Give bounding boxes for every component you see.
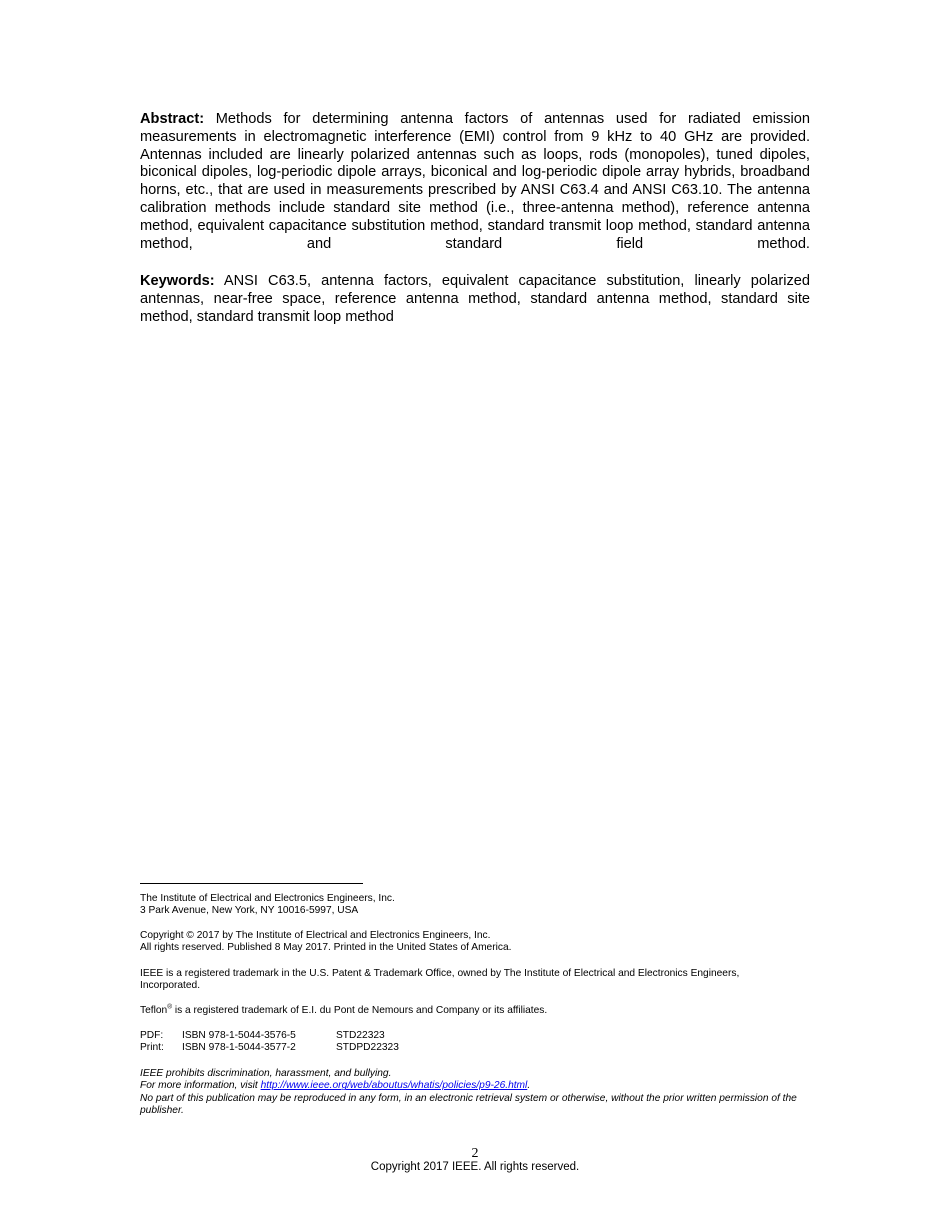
more-info-suffix: . — [527, 1080, 531, 1092]
abstract-text: Methods for determining antenna factors of antennas used for radiated emission measurements in electromagnetic interference (EMI) control from 9 kHz to 40 GHz are provided. Antennas included are linearly polarized antennas such as loops, rods (monopoles), tuned dipoles, biconical dipoles, log-periodic dipole arrays, biconical and log-periodic dipole array hybrids, broadband horns, etc., that are used in measurements prescribed by ANSI C63.4 and ANSI C63.10. The antenna calibration methods include standard site method (i.e., three-antenna method), reference antenna method, equivalent capacitance substitution method, standard transmit loop method, standard antenna method, and standard field method. — [140, 111, 810, 252]
footnote-divider — [140, 883, 363, 884]
isbn-row-print — [140, 1042, 820, 1054]
isbn-format-label: PDF: — [140, 1030, 164, 1041]
isbn-code: STD22323 — [336, 1030, 385, 1041]
keywords-text: ANSI C63.5, antenna factors, equivalent capacitance substitution, linearly polarized antennas, near-free space, reference antenna method, standard antenna method, standard site method, standard transmit loop method — [140, 273, 810, 325]
ieee-trademark-notice: IEEE is a registered trademark in the U.S. Patent & Trademark Office, owned by The Institute of Electrical and Electronics Engineers, Incorporated. — [140, 968, 740, 992]
publisher-street: 3 Park Avenue, New York, NY 10016-5997, USA — [140, 905, 359, 917]
abstract-paragraph — [140, 111, 810, 253]
isbn-number: ISBN 978-1-5044-3577-2 — [182, 1042, 296, 1054]
policy-notice — [140, 1068, 812, 1118]
teflon-text: is a registered trademark of E.I. du Pont de Nemours and Company or its affiliates. — [171, 1005, 548, 1016]
copyright-line: Copyright © 2017 by The Institute of Electrical and Electronics Engineers, Inc. — [140, 930, 491, 941]
copyright-notice — [140, 930, 820, 955]
publisher-address — [140, 893, 820, 918]
registered-mark: ® — [167, 1003, 172, 1011]
discrimination-notice: IEEE prohibits discrimination, harassment, and bullying. — [140, 1068, 392, 1079]
teflon-name: Teflon — [140, 1005, 168, 1016]
isbn-code: STDPD22323 — [336, 1042, 399, 1054]
page-footer-copyright: Copyright 2017 IEEE. All rights reserved. — [370, 1161, 580, 1173]
teflon-trademark-notice — [140, 1005, 820, 1017]
isbn-number: ISBN 978-1-5044-3576-5 — [182, 1030, 296, 1041]
publisher-name: The Institute of Electrical and Electronics Engineers, Inc. — [140, 893, 395, 904]
isbn-row-pdf — [140, 1030, 820, 1042]
keywords-label: Keywords: — [140, 273, 215, 289]
policy-link[interactable]: http://www.ieee.org/web/aboutus/whatis/policies/p9-26.html — [260, 1080, 528, 1092]
rights-line: All rights reserved. Published 8 May 2017. Printed in the United States of America. — [140, 942, 512, 954]
reproduction-notice: No part of this publication may be reproduced in any form, in an electronic retrieval system or otherwise, without the prior written permission of the publisher. — [140, 1092, 797, 1117]
isbn-format-label: Print: — [140, 1042, 164, 1054]
isbn-list — [140, 1030, 820, 1055]
keywords-paragraph — [140, 273, 810, 326]
more-info-line — [140, 1080, 812, 1092]
more-info-prefix: For more information, visit — [140, 1080, 261, 1092]
page-number: 2 — [471, 1146, 479, 1161]
abstract-label: Abstract: — [140, 111, 205, 127]
